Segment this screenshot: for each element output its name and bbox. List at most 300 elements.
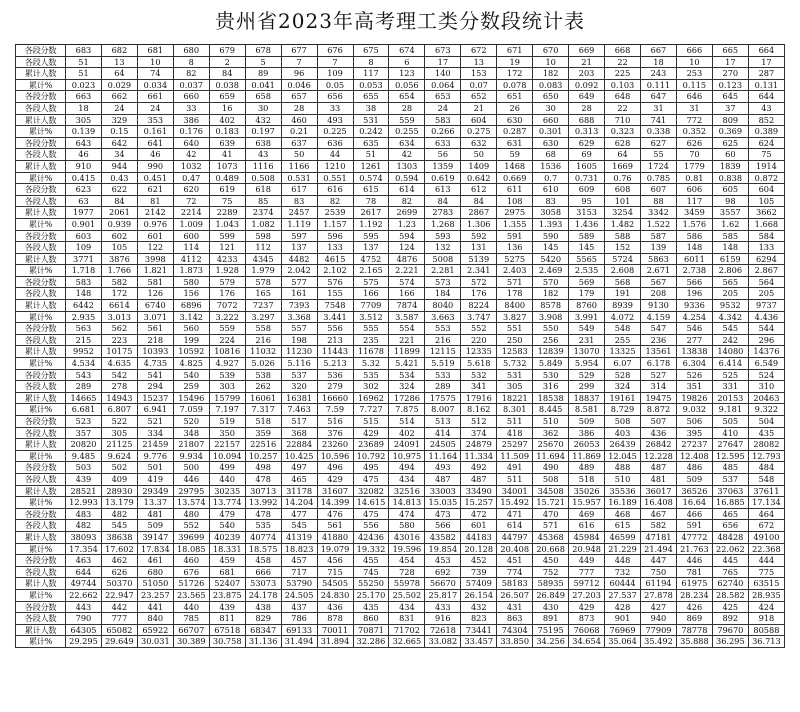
table-cell: 601 — [461, 520, 497, 532]
table-cell: 594 — [389, 230, 425, 242]
table-cell: 109 — [66, 242, 102, 254]
table-cell: 3058 — [533, 207, 569, 219]
table-cell: 465 — [712, 508, 748, 520]
table-cell: 79670 — [712, 624, 748, 636]
table-cell: 1210 — [317, 160, 353, 172]
table-cell: 554 — [389, 323, 425, 335]
table-cell: 483 — [66, 508, 102, 520]
count-row — [16, 195, 785, 207]
table-cell: 750 — [641, 566, 677, 578]
table-cell: 1.718 — [66, 265, 102, 277]
table-cell: 537 — [281, 369, 317, 381]
table-cell: 5.954 — [569, 358, 605, 370]
table-cell: 137 — [281, 242, 317, 254]
table-cell: 593 — [425, 230, 461, 242]
table-cell: 73441 — [461, 624, 497, 636]
row-header: 累计% — [16, 589, 66, 601]
table-cell: 580 — [389, 520, 425, 532]
table-cell: 466 — [676, 508, 712, 520]
table-cell: 1536 — [533, 160, 569, 172]
table-cell: 436 — [317, 601, 353, 613]
table-cell: 433 — [425, 601, 461, 613]
table-cell: 583 — [425, 114, 461, 126]
table-cell: 0.053 — [353, 79, 389, 91]
table-cell: 481 — [641, 473, 677, 485]
table-cell: 34 — [101, 149, 137, 161]
table-cell: 386 — [569, 427, 605, 439]
table-cell: 294 — [137, 381, 173, 393]
table-cell: 75 — [209, 195, 245, 207]
table-cell: 12.993 — [66, 497, 102, 509]
table-cell: 28 — [281, 102, 317, 114]
table-cell: 279 — [317, 381, 353, 393]
table-cell: 0.872 — [748, 172, 784, 184]
table-cell: 901 — [605, 613, 641, 625]
table-cell: 148 — [712, 242, 748, 254]
table-cell: 235 — [353, 334, 389, 346]
table-cell: 84 — [101, 195, 137, 207]
table-cell: 11.334 — [461, 450, 497, 462]
table-cell: 619 — [209, 184, 245, 196]
table-cell: 555 — [353, 323, 389, 335]
table-cell: 531 — [353, 114, 389, 126]
table-cell: 44797 — [497, 531, 533, 543]
table-cell: 446 — [173, 473, 209, 485]
table-cell: 495 — [353, 462, 389, 474]
table-cell: 873 — [569, 613, 605, 625]
table-cell: 669 — [569, 45, 605, 57]
table-cell: 438 — [245, 601, 281, 613]
table-cell: 484 — [748, 462, 784, 474]
table-cell: 55250 — [353, 578, 389, 590]
table-cell: 10.792 — [353, 450, 389, 462]
table-cell: 22 — [605, 102, 641, 114]
row-header: 各段分数 — [16, 555, 66, 567]
table-cell: 8224 — [461, 300, 497, 312]
table-cell: 440 — [209, 473, 245, 485]
table-cell: 0.352 — [676, 126, 712, 138]
table-cell: 29.295 — [66, 636, 102, 648]
table-cell: 117 — [676, 195, 712, 207]
table-cell: 651 — [497, 91, 533, 103]
table-cell: 605 — [712, 184, 748, 196]
row-header: 各段分数 — [16, 184, 66, 196]
table-cell: 178 — [497, 288, 533, 300]
table-cell: 811 — [209, 613, 245, 625]
table-cell: 84 — [209, 68, 245, 80]
table-cell: 28.935 — [748, 589, 784, 601]
table-cell: 44 — [317, 149, 353, 161]
table-cell: 418 — [497, 427, 533, 439]
table-cell: 0.7 — [533, 172, 569, 184]
table-cell: 28082 — [748, 439, 784, 451]
table-cell: 532 — [461, 369, 497, 381]
table-cell: 8.872 — [641, 404, 677, 416]
table-cell: 152 — [605, 242, 641, 254]
table-cell: 480 — [173, 508, 209, 520]
table-cell: 305 — [66, 114, 102, 126]
table-cell: 3459 — [676, 207, 712, 219]
table-cell: 545 — [101, 520, 137, 532]
table-cell: 148 — [66, 288, 102, 300]
row-header: 累计人数 — [16, 253, 66, 265]
table-cell: 474 — [389, 508, 425, 520]
table-cell: 18.085 — [173, 543, 209, 555]
row-header: 各段人数 — [16, 566, 66, 578]
table-cell: 43582 — [425, 531, 461, 543]
table-cell: 8.581 — [569, 404, 605, 416]
table-cell: 21 — [569, 56, 605, 68]
table-cell: 45368 — [533, 531, 569, 543]
table-cell: 478 — [245, 473, 281, 485]
table-cell: 0.176 — [173, 126, 209, 138]
score-row — [16, 555, 785, 567]
table-cell: 9737 — [748, 300, 784, 312]
table-cell: 485 — [712, 462, 748, 474]
row-header: 各段分数 — [16, 230, 66, 242]
table-cell: 482 — [101, 508, 137, 520]
table-cell: 682 — [101, 45, 137, 57]
table-cell: 662 — [101, 91, 137, 103]
row-header: 累计% — [16, 450, 66, 462]
table-cell: 435 — [748, 427, 784, 439]
table-cell: 70011 — [317, 624, 353, 636]
table-cell: 105 — [101, 242, 137, 254]
table-cell: 368 — [281, 427, 317, 439]
table-cell: 512 — [461, 416, 497, 428]
table-cell: 559 — [389, 114, 425, 126]
table-cell: 0.731 — [569, 172, 605, 184]
table-cell: 692 — [425, 566, 461, 578]
table-cell: 5565 — [569, 253, 605, 265]
table-cell: 6896 — [173, 300, 209, 312]
table-cell: 8760 — [569, 300, 605, 312]
table-cell: 78 — [353, 195, 389, 207]
table-cell: 606 — [676, 184, 712, 196]
table-cell: 172 — [497, 68, 533, 80]
table-cell: 428 — [605, 601, 641, 613]
table-cell: 224 — [209, 334, 245, 346]
table-cell: 823 — [461, 613, 497, 625]
table-cell: 19826 — [676, 392, 712, 404]
table-cell: 43 — [245, 149, 281, 161]
table-cell: 17.834 — [137, 543, 173, 555]
table-cell: 11.509 — [497, 450, 533, 462]
table-cell: 12.408 — [676, 450, 712, 462]
table-cell: 255 — [605, 334, 641, 346]
table-cell: 6.681 — [66, 404, 102, 416]
table-cell: 436 — [641, 427, 677, 439]
table-cell: 0.642 — [461, 172, 497, 184]
table-cell: 0.15 — [101, 126, 137, 138]
table-cell: 0.415 — [66, 172, 102, 184]
table-cell: 566 — [425, 520, 461, 532]
table-cell: 7.59 — [317, 404, 353, 416]
table-cell: 4.072 — [605, 311, 641, 323]
table-cell: 22157 — [209, 439, 245, 451]
table-cell: 542 — [101, 369, 137, 381]
table-cell: 745 — [353, 566, 389, 578]
table-cell: 3.827 — [497, 311, 533, 323]
table-cell: 7.875 — [389, 404, 425, 416]
table-cell: 489 — [569, 462, 605, 474]
table-cell: 7237 — [245, 300, 281, 312]
table-cell: 459 — [209, 555, 245, 567]
table-cell: 1.157 — [317, 218, 353, 230]
table-cell: 18538 — [533, 392, 569, 404]
table-cell: 540 — [209, 520, 245, 532]
table-cell: 615 — [353, 184, 389, 196]
table-cell: 329 — [101, 114, 137, 126]
table-cell: 493 — [425, 462, 461, 474]
table-cell: 583 — [66, 276, 102, 288]
table-cell: 1.393 — [533, 218, 569, 230]
table-cell: 41880 — [317, 531, 353, 543]
table-cell: 133 — [317, 242, 353, 254]
table-cell: 9.032 — [676, 404, 712, 416]
table-cell: 32.665 — [389, 636, 425, 648]
table-cell: 16962 — [353, 392, 389, 404]
table-cell: 508 — [605, 416, 641, 428]
table-cell: 470 — [533, 508, 569, 520]
table-cell: 8400 — [497, 300, 533, 312]
table-cell: 17.134 — [748, 497, 784, 509]
table-cell: 677 — [281, 45, 317, 57]
table-cell: 496 — [317, 462, 353, 474]
table-cell: 7548 — [317, 300, 353, 312]
table-cell: 108 — [497, 195, 533, 207]
table-cell: 302 — [353, 381, 389, 393]
table-cell: 8578 — [533, 300, 569, 312]
table-cell: 46599 — [605, 531, 641, 543]
table-cell: 633 — [425, 137, 461, 149]
table-cell: 19.079 — [317, 543, 353, 555]
table-cell: 58183 — [497, 578, 533, 590]
table-cell: 84 — [425, 195, 461, 207]
table-cell: 2.469 — [533, 265, 569, 277]
table-cell: 585 — [712, 230, 748, 242]
table-cell: 717 — [281, 566, 317, 578]
table-cell: 109 — [317, 68, 353, 80]
table-cell: 2867 — [461, 207, 497, 219]
count-row — [16, 381, 785, 393]
table-cell: 9.934 — [173, 450, 209, 462]
table-cell: 13325 — [605, 346, 641, 358]
table-cell: 644 — [748, 91, 784, 103]
table-cell: 9130 — [641, 300, 677, 312]
row-header: 累计% — [16, 218, 66, 230]
table-cell: 0.064 — [425, 79, 461, 91]
table-cell: 324 — [389, 381, 425, 393]
row-header: 累计% — [16, 543, 66, 555]
table-cell: 508 — [533, 473, 569, 485]
table-cell: 487 — [461, 473, 497, 485]
table-cell: 565 — [712, 276, 748, 288]
score-row — [16, 45, 785, 57]
table-cell: 2.738 — [676, 265, 712, 277]
table-cell: 24 — [101, 102, 137, 114]
table-cell: 13.774 — [209, 497, 245, 509]
table-cell: 32516 — [389, 485, 425, 497]
table-cell: 137 — [353, 242, 389, 254]
table-cell: 395 — [676, 427, 712, 439]
table-cell: 52407 — [209, 578, 245, 590]
table-cell: 440 — [173, 601, 209, 613]
table-cell: 5724 — [605, 253, 641, 265]
table-cell: 70871 — [353, 624, 389, 636]
table-cell: 571 — [497, 276, 533, 288]
table-cell: 0.275 — [461, 126, 497, 138]
page-title: 贵州省2023年高考理工类分数段统计表 — [215, 9, 585, 33]
table-cell: 570 — [533, 276, 569, 288]
table-cell: 663 — [66, 91, 102, 103]
table-cell: 569 — [569, 276, 605, 288]
table-cell: 1.23 — [389, 218, 425, 230]
table-cell: 476 — [317, 508, 353, 520]
table-cell: 3254 — [605, 207, 641, 219]
table-cell: 8 — [173, 56, 209, 68]
table-cell: 467 — [641, 508, 677, 520]
table-cell: 728 — [389, 566, 425, 578]
table-cell: 455 — [353, 555, 389, 567]
table-cell: 1.082 — [245, 218, 281, 230]
table-cell: 1724 — [641, 160, 677, 172]
table-cell: 74304 — [497, 624, 533, 636]
table-cell: 11899 — [389, 346, 425, 358]
table-cell: 13.574 — [173, 497, 209, 509]
table-cell: 649 — [569, 91, 605, 103]
table-cell: 3876 — [101, 253, 137, 265]
row-header: 累计人数 — [16, 531, 66, 543]
table-cell: 11230 — [281, 346, 317, 358]
percent-row — [16, 589, 785, 601]
table-cell: 642 — [101, 137, 137, 149]
table-cell: 578 — [245, 276, 281, 288]
table-cell: 10.425 — [281, 450, 317, 462]
table-cell: 6.549 — [748, 358, 784, 370]
table-cell: 14080 — [712, 346, 748, 358]
table-cell: 49744 — [66, 578, 102, 590]
table-cell: 38093 — [66, 531, 102, 543]
table-cell: 117 — [353, 68, 389, 80]
table-cell: 10393 — [137, 346, 173, 358]
table-cell: 30.389 — [173, 636, 209, 648]
table-cell: 56 — [425, 149, 461, 161]
table-cell: 493 — [317, 114, 353, 126]
table-cell: 172 — [101, 288, 137, 300]
table-cell: 538 — [245, 369, 281, 381]
table-cell: 64 — [101, 68, 137, 80]
table-cell: 0.669 — [497, 172, 533, 184]
table-cell: 503 — [66, 462, 102, 474]
table-cell: 76068 — [569, 624, 605, 636]
table-cell: 220 — [461, 334, 497, 346]
table-cell: 618 — [245, 184, 281, 196]
table-cell: 2289 — [209, 207, 245, 219]
table-cell: 82 — [317, 195, 353, 207]
table-cell: 53790 — [281, 578, 317, 590]
table-cell: 123 — [389, 68, 425, 80]
row-header: 各段分数 — [16, 276, 66, 288]
table-cell: 632 — [461, 137, 497, 149]
table-cell: 16061 — [245, 392, 281, 404]
table-cell: 65082 — [101, 624, 137, 636]
table-cell: 3.991 — [569, 311, 605, 323]
table-cell: 16381 — [281, 392, 317, 404]
table-cell: 3.071 — [137, 311, 173, 323]
table-cell: 557 — [281, 323, 317, 335]
percent-row — [16, 79, 785, 91]
table-cell: 560 — [173, 323, 209, 335]
table-cell: 3.512 — [353, 311, 389, 323]
table-cell: 231 — [569, 334, 605, 346]
table-cell: 652 — [461, 91, 497, 103]
table-cell: 1605 — [569, 160, 605, 172]
table-cell: 0.838 — [712, 172, 748, 184]
table-cell: 14.615 — [353, 497, 389, 509]
table-cell: 599 — [209, 230, 245, 242]
table-cell: 535 — [353, 369, 389, 381]
table-cell: 2214 — [173, 207, 209, 219]
table-cell: 28930 — [101, 485, 137, 497]
table-cell: 497 — [281, 462, 317, 474]
table-cell: 20463 — [748, 392, 784, 404]
table-cell: 650 — [533, 91, 569, 103]
table-cell: 26842 — [641, 439, 677, 451]
table-cell: 7 — [317, 56, 353, 68]
table-cell: 432 — [461, 601, 497, 613]
table-cell: 131 — [461, 242, 497, 254]
row-header: 累计人数 — [16, 439, 66, 451]
table-cell: 447 — [641, 555, 677, 567]
table-cell: 21.763 — [676, 543, 712, 555]
row-header: 累计人数 — [16, 300, 66, 312]
table-cell: 559 — [209, 323, 245, 335]
table-cell: 4.635 — [101, 358, 137, 370]
table-cell: 31607 — [317, 485, 353, 497]
table-cell: 414 — [425, 427, 461, 439]
table-cell: 14.399 — [317, 497, 353, 509]
table-cell: 350 — [209, 427, 245, 439]
table-cell: 550 — [533, 323, 569, 335]
table-cell: 20820 — [66, 439, 102, 451]
score-row — [16, 601, 785, 613]
table-cell: 13 — [461, 56, 497, 68]
table-cell: 431 — [497, 601, 533, 613]
table-cell: 515 — [353, 416, 389, 428]
table-cell: 216 — [425, 334, 461, 346]
cumulative-row — [16, 300, 785, 312]
table-cell: 15.492 — [497, 497, 533, 509]
table-cell: 14943 — [101, 392, 137, 404]
table-cell: 424 — [748, 601, 784, 613]
table-cell: 26439 — [605, 439, 641, 451]
table-cell: 45984 — [569, 531, 605, 543]
table-cell: 668 — [605, 45, 641, 57]
table-cell: 27647 — [712, 439, 748, 451]
table-cell: 15496 — [173, 392, 209, 404]
table-cell: 809 — [712, 114, 748, 126]
table-cell: 3.297 — [245, 311, 281, 323]
table-cell: 10.596 — [317, 450, 353, 462]
table-cell: 341 — [461, 381, 497, 393]
table-cell: 0.508 — [245, 172, 281, 184]
table-cell: 582 — [101, 276, 137, 288]
table-cell: 22 — [605, 56, 641, 68]
table-cell: 67518 — [209, 624, 245, 636]
row-header: 各段分数 — [16, 508, 66, 520]
table-cell: 12.045 — [605, 450, 641, 462]
